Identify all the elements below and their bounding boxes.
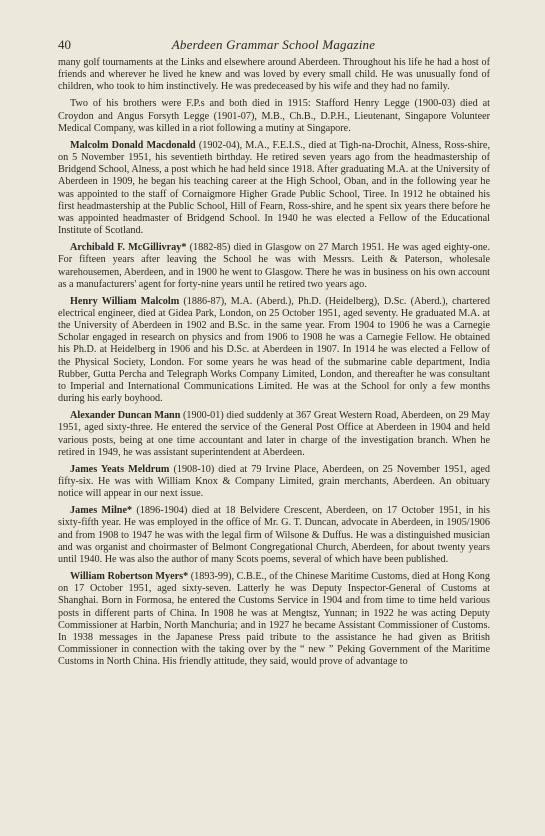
article-body — [58, 57, 490, 673]
obituary-text: (1893-99), C.B.E., of the Chinese Maritime Customs, died at Hong Kong on 17 October 1951, aged sixty-seven. Latterly he was Deputy Inspector-General of Customs at Shanghai. Born in Formosa, he entered the Customs Service in 1904 and from time to time held various posts in different parts of China. In 1908 he was at Mengtsz, Yunnan; in 1922 he was acting Deputy Commissioner at Harbin, North Manchuria; and in 1927 he became Assistant Commissioner of Customs. In 1938 messages in the Japanese Press paid tribute to the assistance he had given as British Commissioner in connection with the taking over by the “ new ” Peking Government of the Maritime Customs in North China. His friendly attitude, they said, would prove of advantage to — [58, 571, 490, 668]
obituary-entry-meldrum — [58, 464, 490, 500]
obituary-name: Archibald F. McGillivray* — [70, 242, 187, 254]
obituary-entry-macdonald — [58, 140, 490, 237]
obituary-name: Alexander Duncan Mann — [70, 410, 181, 422]
page-header — [58, 37, 489, 53]
obituary-entry-milne — [58, 505, 490, 566]
paragraph-golf-continuation — [58, 57, 490, 93]
page-number: 40 — [58, 37, 71, 52]
obituary-text: (1896-1904) died at 18 Belvidere Crescent, Aberdeen, on 17 October 1951, in his sixty-fifth year. He was employed in the office of Mr. G. T. Duncan, advocate in Aberdeen, in 1905/1906 and from 1908 to 1947 he was with the legal firm of Wilsone & Duffus. He was a distinguished musician and was organist and choirmaster of Belmont Congregational Church, Aberdeen, for about twenty years until 1940. He was also the author of many Scots poems, several of which have been published. — [58, 505, 491, 565]
obituary-entry-myers — [58, 571, 490, 668]
obituary-name: James Milne* — [70, 505, 133, 517]
paragraph-text: Two of his brothers were F.P.s and both died in 1915: Stafford Henry Legge (1900-03) died at Croydon and Angus Forsyth Legge (1901-07), M.B., Ch.B., D.P.H., Lieutenant, Singapore Volunteer Medical Company, was killed in a riot following a mutiny at Singapore. — [58, 98, 490, 134]
paragraph-legge-brothers — [58, 98, 490, 134]
obituary-name: Malcolm Donald Macdonald — [70, 139, 196, 151]
obituary-text: (1908-10) died at 79 Irvine Place, Aberdeen, on 25 November 1951, aged fifty-six. He was with William Knox & Company Limited, grain merchants, Aberdeen. An obituary notice will appear in our next issue. — [58, 463, 491, 500]
obituary-name: James Yeats Meldrum — [70, 463, 170, 475]
obituary-name: William Robertson Myers* — [70, 571, 189, 583]
obituary-text: (1882-85) died in Glasgow on 27 March 1951. He was aged eighty-one. For fifteen years after leaving the School he was with Messrs. Leith & Paterson, wholesale warehousemen, Aberdeen, and in 1900 he went to Glasgow. There he was in business on his own account as a manufacturers' agent for forty-nine years until he retired two years ago. — [58, 242, 490, 290]
obituary-entry-malcolm — [58, 296, 490, 405]
obituary-name: Henry William Malcolm — [70, 295, 180, 307]
obituary-entry-mann — [58, 410, 490, 459]
obituary-entry-mcgillivray — [58, 242, 490, 291]
obituary-text: (1900-01) died suddenly at 367 Great Western Road, Aberdeen, on 29 May 1951, aged sixty-three. He entered the service of the General Post Office at Aberdeen in 1904 and held various posts, being at one time accountant and later in charge of the investigation branch. When he retired in 1949, he was assistant superintendent at Aberdeen. — [58, 410, 490, 458]
running-title: Aberdeen Grammar School Magazine — [171, 37, 376, 52]
obituary-text: (1886-87), M.A. (Aberd.), Ph.D. (Heidelberg), D.Sc. (Aberd.), chartered electrical engineer, died at Gidea Park, London, on 25 October 1951, aged seventy. He graduated M.A. at the University of Aberdeen in 1902 and B.Sc. in the same year. From 1904 to 1906 he was a Carnegie Scholar engaged in research on physics and from 1906 to 1908 he was a Carnegie Fellow. He obtained his Ph.D. at Heidelberg in 1906 and his D.Sc. at Aberdeen in 1907. In 1914 he was elected a Fellow of the Physical Society, London. For some years he was head of the submarine cable department, India Rubber, Gutta Percha and Telegraph Works Company Limited, London, and thereafter he was consultant to Imperial and International Communications Limited. He was at the School for only a few months during his early boyhood. — [58, 295, 490, 405]
paragraph-text: many golf tournaments at the Links and elsewhere around Aberdeen. Throughout his life he had a host of friends and wherever he lived he knew and was loved by every small child. He was unusually fond of children, who took to him instinctively. He was predeceased by his wife and they had no family. — [58, 57, 490, 93]
obituary-text: (1902-04), M.A., F.E.I.S., died at Tigh-na-Drochit, Alness, Ross-shire, on 5 November 1951, his seventieth birthday. He retired seven years ago from the headmastership of Bridgend School, Alness, a post which he had held since 1918. After graduating M.A. at the University of Aberdeen in 1909, he began his teaching career at the High School, Oban, and in the following year he was appointed to the staff of Cornaigmore Higher Grade Public School, Tiree. In 1912 he obtained his first headmastership at the Public School, Hill of Fearn, Ross-shire, and he spent six years there before he was appointed headmaster of Bridgend School. In 1940 he was elected a Fellow of the Educational Institute of Scotland. — [58, 139, 490, 237]
